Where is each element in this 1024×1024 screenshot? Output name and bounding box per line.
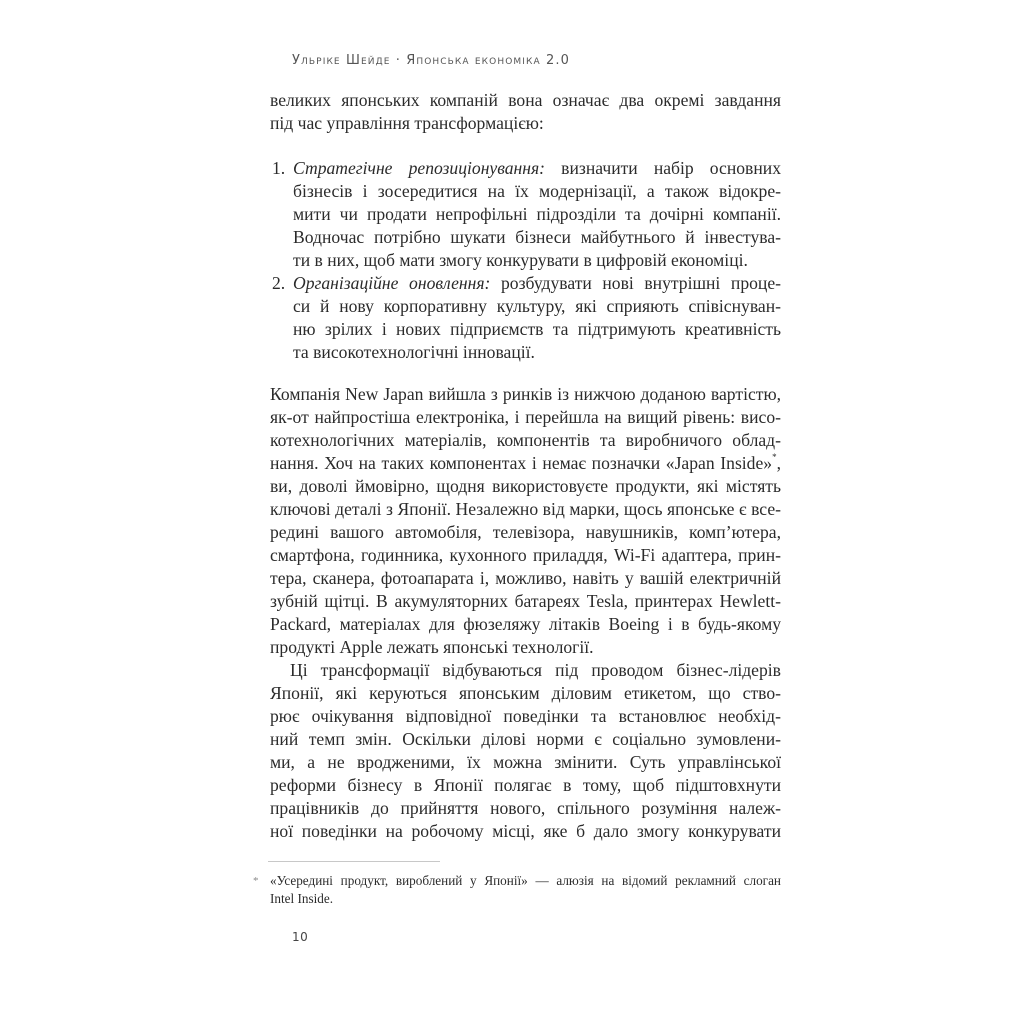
text-line: працівників до прийняття нового, спільного розуміння належ- <box>270 798 781 818</box>
text-line: Компанія New Japan вийшла з ринків із нижчою доданою вартістю, <box>270 384 781 404</box>
text-line: ключові деталі з Японії. Незалежно від марки, щось японське є все- <box>270 499 781 519</box>
text-line: Packard, матеріалах для фюзеляжу літаків Boeing і в будь-якому <box>270 614 781 634</box>
text-line: реформи бізнесу в Японії полягає в тому, щоб підштовхнути <box>270 775 781 795</box>
text-line: ню зрілих і нових підприємств та підтримують креативність <box>293 319 781 339</box>
text-line: під час управління трансформацією: <box>270 113 544 133</box>
list-text: визначити набір основних <box>545 158 781 178</box>
text-line: ний темп змін. Оскільки ділові норми є соціально зумовлени- <box>270 729 781 749</box>
text-fragment: нання. Хоч на таких компонентах і немає позначки «Japan Inside» <box>270 453 773 473</box>
footnote-asterisk: * <box>253 875 259 887</box>
text-line: ної поведінки на робочому місці, яке б дало змогу конкурувати <box>270 821 781 841</box>
numbered-list <box>270 157 781 364</box>
footnote <box>253 872 781 908</box>
running-head: Ульріке Шейде · Японська економіка 2.0 <box>292 53 570 68</box>
text-line: зубній щітці. В акумуляторних батареях Tesla, принтерах Hewlett- <box>270 591 781 611</box>
text-line: котехнологічних матеріалів, компонентів та виробничого облад- <box>270 430 781 450</box>
text-line: ти в них, щоб мати змогу конкурувати в цифровій економіці. <box>293 250 748 270</box>
text-line: продукті Apple лежать японські технології. <box>270 637 594 657</box>
list-text: розбудувати нові внутрішні проце- <box>490 273 781 293</box>
text-line: Ці трансформації відбуваються під проводом бізнес-лідерів <box>290 660 781 680</box>
footnote-line: «Усередині продукт, вироблений у Японії» — алюзія на відомий рекламний слоган <box>270 873 781 888</box>
list-number: 2. <box>272 273 286 293</box>
intro-paragraph <box>270 89 781 135</box>
text-line: смартфона, годинника, кухонного приладдя, Wi-Fi адаптера, прин- <box>270 545 781 565</box>
text-line <box>293 272 781 295</box>
text-line: Водночас потрібно шукати бізнеси майбутнього й інвестува- <box>293 227 781 247</box>
text-line <box>293 157 781 180</box>
footnote-reference[interactable]: * <box>772 452 777 462</box>
text-line <box>270 452 781 475</box>
footnote-divider <box>268 861 440 862</box>
list-item-1 <box>270 157 781 272</box>
list-number: 1. <box>272 158 286 178</box>
text-line: Японії, які керуються японським діловим етикетом, що ство- <box>270 683 781 703</box>
body-paragraph-2 <box>270 659 781 843</box>
body-paragraph-1 <box>270 383 781 659</box>
list-item-2 <box>270 272 781 364</box>
text-fragment: , <box>776 453 781 473</box>
text-line: рює очікування відповідної поведінки та встановлює необхід- <box>270 706 781 726</box>
text-line: великих японських компаній вона означає два окремі завдання <box>270 90 781 110</box>
text-line: ми, а не вродженими, їх можна змінити. Суть управлінської <box>270 752 781 772</box>
text-line: як-от найпростіша електроніка, і перейшла на вищий рівень: висо- <box>270 407 781 427</box>
text-line: бізнесів і зосередитися на їх модернізації, а також відокре- <box>293 181 781 201</box>
text-line: тера, сканера, фотоапарата і, можливо, навіть у вашій електричній <box>270 568 781 588</box>
text-line: редині вашого автомобіля, телевізора, навушників, комп’ютера, <box>270 522 781 542</box>
text-line: си й нову корпоративну культуру, які сприяють співіснуван- <box>293 296 781 316</box>
text-line: мити чи продати непрофільні підрозділи та дочірні компанії. <box>293 204 781 224</box>
list-term: Стратегічне репозиціонування: <box>293 158 546 178</box>
list-term: Організаційне оновлення: <box>293 273 491 293</box>
footnote-line: Intel Inside. <box>270 891 333 906</box>
page-number: 10 <box>292 930 309 944</box>
text-line: ви, доволі ймовірно, щодня використовуєте продукти, які містять <box>270 476 781 496</box>
text-line: та високотехнологічні інновації. <box>293 342 535 362</box>
